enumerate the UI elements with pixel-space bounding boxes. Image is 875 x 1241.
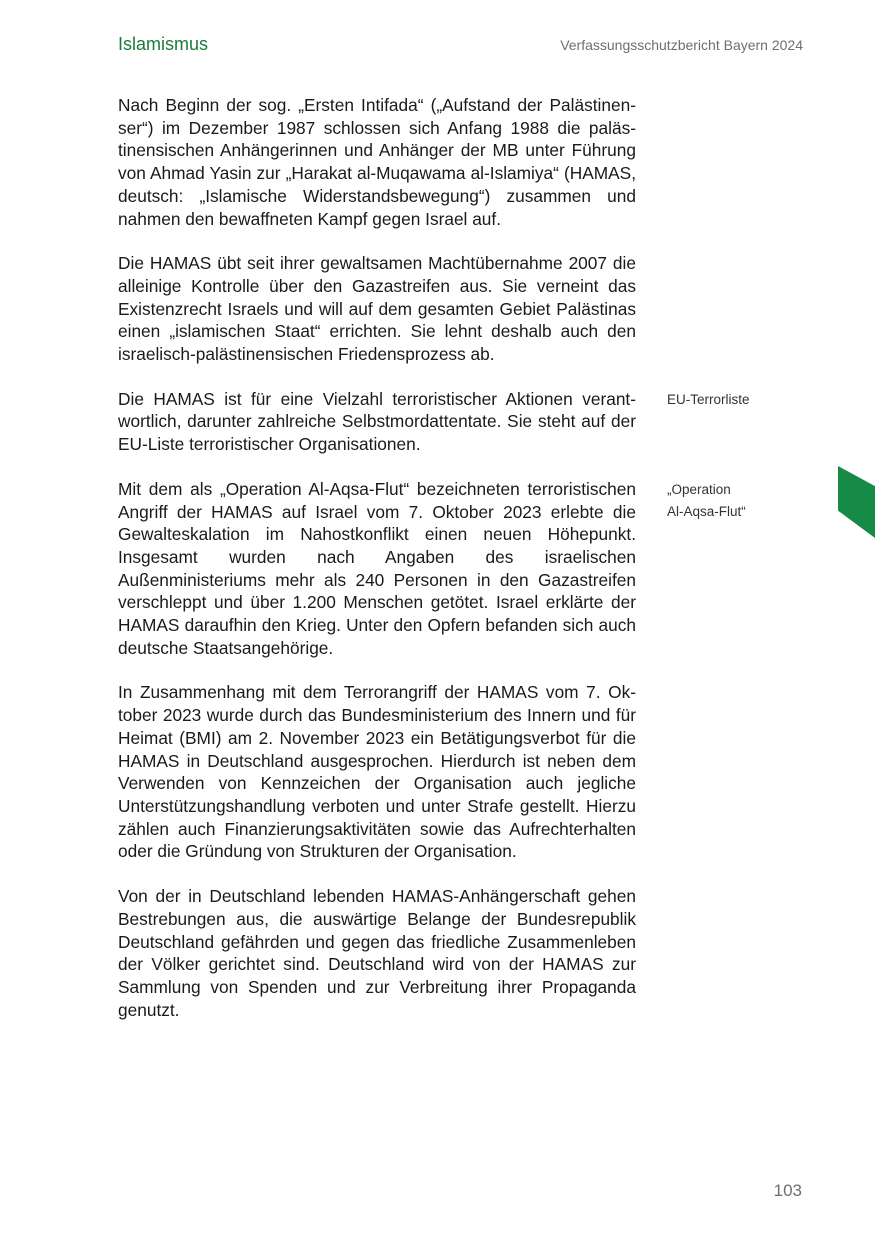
page-number: 103 — [773, 1181, 802, 1200]
margin-note-operation-line2: Al-Aqsa-Flut“ — [667, 504, 746, 519]
margin-note-operation — [667, 479, 797, 523]
paragraph-eu-list: Die HAMAS ist für eine Vielzahl terroristischer Aktionen verantwortlich, darunter zahlreiche Selbstmordattentate. Sie steht auf der EU-Liste terroristischer Organisationen. — [118, 388, 636, 455]
running-header-publication: Verfassungsschutzbericht Bayern 2024 — [560, 37, 803, 53]
main-text-column — [118, 94, 636, 1043]
paragraph-intifada: Nach Beginn der sog. „Ersten Intifada“ („Aufstand der Palästinenser“) im Dezember 1987 schlossen sich Anfang 1988 die palästinensischen Anhängerinnen und Anhänger der MB unter Führung von Ahmad Yasin zur „Harakat al-Muqawama al-Islamiya“ (HAMAS, deutsch: „Islamische Widerstandsbewegung“) zusammen und nahmen den bewaffneten Kampf gegen Israel auf. — [118, 95, 636, 229]
paragraph-supporters: Von der in Deutschland lebenden HAMAS-Anhängerschaft gehen Bestrebungen aus, die auswärtige Belange der Bundesrepublik Deutschland gefährden und gegen das friedliche Zusammenleben der Völker gerichtet sind. Deutschland wird von der HAMAS zur Sammlung von Spenden und zur Verbreitung ihrer Propaganda genutzt. — [118, 886, 636, 1020]
paragraph-operation: Mit dem als „Operation Al-Aqsa-Flut“ bezeichneten terroristischen Angriff der HAMAS auf Israel vom 7. Oktober 2023 erlebte die Gewalteskalation im Nahostkonflikt einen neuen Höhepunkt. Insgesamt wurden nach Angaben des israelischen Außenministeriums mehr als 240 Personen in den Gazastreifen verschleppt und über 1.200 Menschen getötet. Israel erklärte der HAMAS daraufhin den Krieg. Unter den Opfern befanden sich auch deutsche Staatsangehörige. — [118, 478, 636, 658]
margin-note-operation-line1: „Operation — [667, 482, 731, 497]
margin-note-eu-terrorliste: EU-Terrorliste — [667, 392, 750, 407]
running-header-section: Islamismus — [118, 34, 209, 54]
paragraph-gaza-control: Die HAMAS übt seit ihrer gewaltsamen Machtübernahme 2007 die alleinige Kontrolle über den Gazastreifen aus. Sie verneint das Existenzrecht Israels und will auf dem gesamten Gebiet Palästinas einen „islamischen Staat“ errichten. Sie lehnt deshalb auch den israelisch-palästinensischen Friedensprozess ab. — [118, 253, 636, 365]
paragraph-ban: In Zusammenhang mit dem Terrorangriff der HAMAS vom 7. Oktober 2023 wurde durch das Bundesministerium des Innern und für Heimat (BMI) am 2. November 2023 ein Betätigungsverbot für die HAMAS in Deutschland ausgesprochen. Hierdurch ist neben dem Verwenden von Kennzeichen der Organisation auch jegliche Unterstützungshandlung verboten und unter Strafe gestellt. Hierzu zählen auch Finanzierungsaktivitäten sowie das Aufrechterhalten oder die Gründung von Strukturen der Organisation. — [118, 682, 636, 862]
chapter-tab-marker — [838, 466, 875, 538]
